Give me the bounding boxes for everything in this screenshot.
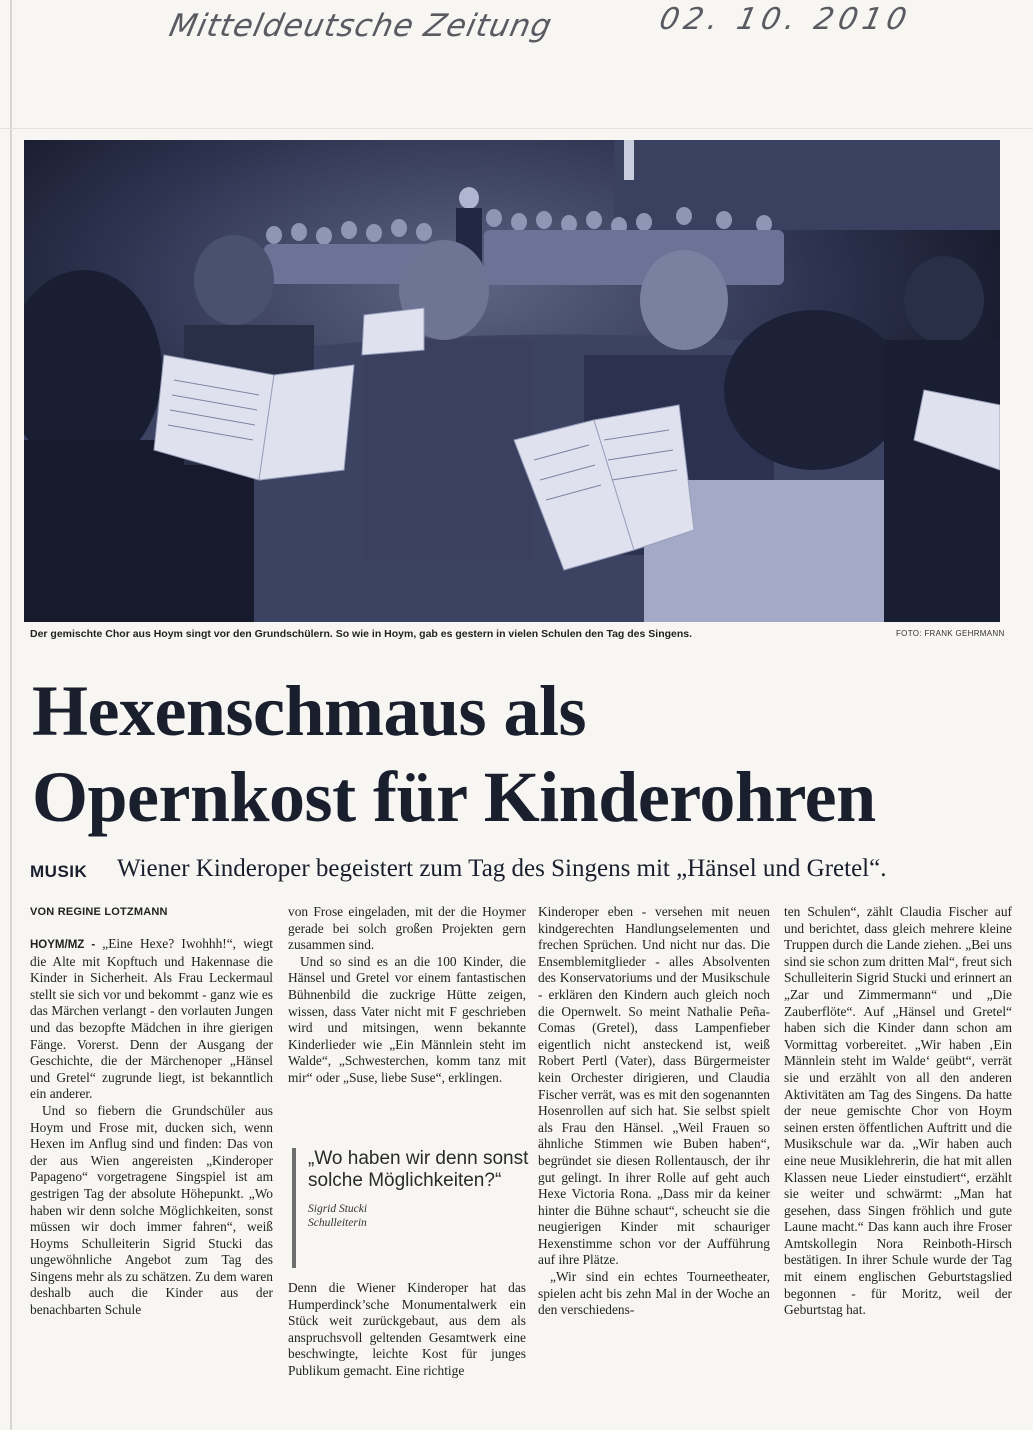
handwritten-date: 02. 10. 2010 — [656, 2, 915, 37]
pull-quote-text: „Wo haben wir denn sonst solche Möglichkeiten?“ — [308, 1148, 529, 1191]
article-paragraph: Und so fiebern die Grundschüler aus Hoym und Frose mit, ducken sich, wenn Hexen im Anflug sind und finden: Das von der aus Wien angereisten „Kinderoper Papageno“ vorgetragene Singspiel ist am gestrigen Tag der absolute Höhepunkt. „Wo haben wir denn solche Möglichkeiten, sonst müssen wir doch immer fahren“, weiß Hoyms Schulleiterin Sigrid Stucki das ungewöhnliche Angebot zum Tag des Singens mehr als zu schätzen. Zu dem waren deshalb auch die Kinder aus der benachbarten Schule — [30, 1102, 273, 1318]
article-column-2 — [288, 904, 526, 1147]
section-kicker: MUSIK — [30, 862, 88, 881]
article-column-3 — [538, 904, 770, 1374]
article-paragraph: Und so sind es an die 100 Kinder, die Hänsel und Gretel vor einem fantastischen Bühnenbild die zuckrige Hütte zeigen, wissen, dass Vater nicht mit F geschrieben wird und mitsingen, wenn bekannte Kinderlieder wie „Ein Männlein steht im Walde“, „Schwesterchen, komm tanz mit mir“ oder „Suse, liebe Suse“, erklingen. — [288, 953, 526, 1085]
headline-line-1: Hexenschmaus als — [32, 671, 587, 751]
article-paragraph: „Wir sind ein echtes Tourneetheater, spielen acht bis zehn Mal in der Woche an den verschiedens- — [538, 1269, 770, 1318]
pull-quote — [292, 1148, 538, 1268]
article-column-2-continued — [288, 1280, 526, 1408]
byline: VON REGINE LOTZMANN — [30, 906, 168, 918]
handwritten-source: Mitteldeutsche Zeitung — [166, 8, 556, 44]
photo-caption: Der gemischte Chor aus Hoym singt vor den Grundschülern. So wie in Hoym, gab es gestern in vielen Schulen den Tag des Singens. — [30, 628, 693, 640]
choir-photo — [24, 140, 1000, 622]
pull-quote-name: Sigrid Stucki — [308, 1203, 368, 1215]
choir-photo-illustration — [24, 140, 1000, 622]
photo-credit: FOTO: FRANK GEHRMANN — [896, 629, 1005, 638]
article-column-4 — [784, 904, 1012, 1404]
scan-edge-left — [10, 0, 12, 1430]
scan-edge-top — [0, 128, 1033, 129]
article-paragraph: von Frose eingeladen, mit der die Hoymer gerade bei solch großen Projekten gern zusammen sind. — [288, 904, 526, 953]
article-paragraph: ten Schulen“, zählt Claudia Fischer auf und berichtet, dass gleich mehrere kleine Truppen durch die Lande ziehen. „Bei uns sind sie schon zum dritten Mal“, freut sich Schulleiterin Sigrid Stucki und erinnert an „Zar und Zimmermann“ und „Die Zauberflöte“. Auf „Hänsel und Gretel“ haben sich die Kinder dann schon am Vormittag vorbereitet. „Wir haben ‚Ein Männlein steht im Walde‘ geübt“, verrät sie und erzählt von all den anderen Aktivitäten am Tag des Singens. Da hatte der neue gemischte Chor von Hoym seinen ersten öffentlichen Auftritt und die Musikschule war da. „Wir haben auch eine neue Musiklehrerin, die hat mit allen Klassen neue Lieder einstudiert“, erzählt sie weiter und schwärmt: „Man hat gesehen, dass Singen fröhlich und gute Laune macht.“ Das kann auch ihre Froser Amtskollegin Nora Reinboth-Hirsch bestätigen. In ihrer Schule wurde der Tag mit einem englischen Geburtstagslied begonnen - für Moritz, weil der Geburtstag hat. — [784, 904, 1012, 1318]
article-column-1 — [30, 936, 273, 1406]
pull-quote-role: Schulleiterin — [308, 1217, 367, 1229]
headline — [32, 668, 1012, 840]
article-paragraph: Kinderoper eben - versehen mit neuen kindgerechten Handlungselementen und frechen Sprüchen. Und nicht nur das. Die Ensemblemitglieder - alles Absolventen des Konservatoriums und der Musikschule - erklären den Kindern auch gleich noch die Opernwelt. So meint Nathalie Peña-Comas (Gretel), dass Lampenfieber eigentlich nicht ansteckend ist, weiß Robert Pertl (Vater), dass Bürgermeister kein Orchester dirigieren, und Claudia Fischer verrät, was es mit den sogenannten Hosenrollen auf sich hat. Sie selbst spielt als Frau den Hänsel. „Weil Frauen so ähnliche Stimmen wie Buben haben“, begründet sie diesen Rollentausch, der ihr gut gelingt. In ihrer Rolle auf geht auch Hexe Victoria Rona. „Dass mir da keiner hinter die Bühne schaut“, scheucht sie die neugierigen Kinder mit schauriger Hexenstimme schon vor der Aufführung auf ihre Plätze. — [538, 904, 770, 1268]
article-paragraph: HOYM/MZ - „Eine Hexe? Iwohhh!“, wiegt die Alte mit Kopftuch und Hakennase die Kinder in Sicherheit. Als Frau Leckermaul stellt sie sich vor und bekommt - ganz wie es das Märchen verlangt - den vorlauten Jungen und das bezopfte Mädchen in ihre gierigen Fänge. Vorerst. Denn der Ausgang der Geschichte, die der Märchenoper „Hänsel und Gretel“ zugrunde liegt, ist bekanntlich ein anderer. — [30, 936, 273, 1102]
headline-line-2: Opernkost für Kinderohren — [32, 757, 876, 837]
dateline: HOYM/MZ - — [30, 939, 103, 951]
article-paragraph: Denn die Wiener Kinderoper hat das Humperdinck’sche Monumentalwerk ein Stück weit zurückgebaut, aus dem als anspruchsvoll geltenden Gesamtwerk eine beschwingte, leichte Kost für junges Publikum gemacht. Eine richtige — [288, 1280, 526, 1378]
subheadline: Wiener Kinderoper begeistert zum Tag des Singens mit „Hänsel und Gretel“. — [117, 855, 887, 882]
